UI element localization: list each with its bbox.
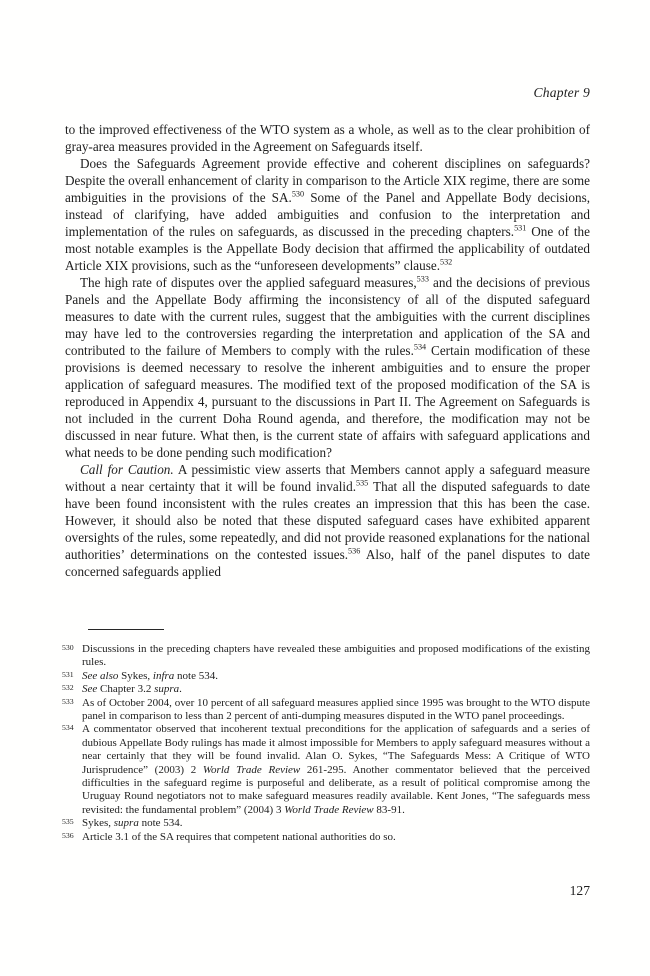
text-run: note 534. — [174, 669, 218, 682]
text-run: Some of the Panel and Appellate Body decisions, instead of clarifying, have added ambiguities and confusion to the interpretation and implementation of the rules on safeguards, as discussed in the preceding chapters. — [65, 190, 591, 239]
body-paragraph — [65, 155, 590, 274]
footnote-number: 533 — [62, 696, 74, 706]
footnote-text — [82, 831, 396, 843]
footnote-text — [82, 643, 590, 668]
footnote — [62, 697, 590, 724]
italic-text: supra — [113, 817, 139, 830]
text-run: A commentator observed that incoherent textual preconditions for the application of safeguards and a series of dubious Appellate Body rulings has made it almost impossible for Members to apply safeguard measures without a near certainly that they will be found invalid. Alan O. Sykes, “The Safeguards Mess: A Critique of WTO Jurisprudence” (2003) 2 — [82, 723, 590, 776]
footnote-number: 531 — [62, 669, 74, 679]
text-run: Sykes, — [82, 817, 114, 830]
footnote-number: 536 — [62, 830, 74, 840]
footnote-text — [82, 817, 183, 829]
text-run: One of the most notable examples is the Appellate Body decision that affirmed the applicability of outdated Article XIX provisions, such as the “unforeseen developments” clause. — [65, 224, 590, 273]
text-run: Does the Safeguards Agreement provide effective and coherent disciplines on safeguards? Despite the overall enhancement of clarity in comparison to the Article XIX regime, there are some ambiguities in the provisions of the SA. — [65, 156, 590, 205]
footnote-number: 530 — [62, 643, 74, 652]
italic-text: World Trade Review — [202, 763, 301, 776]
footnote — [62, 643, 590, 670]
footnote-number: 534 — [62, 723, 74, 733]
text-run: Sykes, — [118, 669, 153, 682]
footnote-text — [82, 723, 590, 815]
text-run: The high rate of disputes over the applied safeguard measures, — [80, 275, 417, 290]
italic-text: supra — [154, 683, 180, 696]
text-run: and the decisions of previous Panels and the Appellate Body affirming the inconsistency of all of the disputed safeguard measures to date with the current rules, suggest that the ambiguities with the current disciplines may have led to the controversies regarding the interpretation and application of the SA and contributed to the failure of Members to comply with the rules. — [65, 275, 590, 358]
footnote — [62, 683, 590, 696]
footnote-ref: 535 — [356, 478, 369, 488]
text-run: Certain modification of these provisions is deemed necessary to resolve the inherent ambiguities and to ensure the proper application of safeguard measures. The modified text of the proposed modification of the SA is reproduced in Appendix 4, pursuant to the discussions in Part II. The Agreement on Safeguards is not included in the current Doha Round agenda, and therefore, the modification may not be discussed in near future. What then, is the current state of affairs with safeguard applications and what needs to be done pending such modification? — [65, 343, 590, 460]
text-run: Article 3.1 of the SA requires that competent national authorities do so. — [82, 830, 396, 843]
footnote-ref: 536 — [348, 546, 361, 556]
page-number: 127 — [569, 883, 590, 898]
text-run: note 534. — [138, 817, 183, 830]
text-run: As of October 2004, over 10 percent of all safeguard measures applied since 1995 was brought to the WTO dispute panel in comparison to less than 2 percent of anti-dumping measures disputed in the WTO panel proceedings. — [82, 696, 590, 723]
italic-text: See also — [82, 669, 119, 682]
footnote-number: 532 — [62, 683, 74, 693]
text-run: Also, half of the panel disputes to date concerned safeguards applied — [65, 547, 591, 579]
body-text — [65, 121, 590, 580]
footnote-ref: 532 — [440, 257, 453, 267]
footnote-ref: 533 — [416, 274, 429, 284]
italic-text: See — [82, 683, 98, 696]
footnote — [62, 723, 590, 817]
chapter-heading: Chapter 9 — [533, 85, 590, 100]
italic-text: World Trade Review — [284, 803, 374, 816]
text-run: That all the disputed safeguards to date have been found inconsistent with the rules creates an impression that this has been the case. However, it should also be noted that these disputed safeguard cases have exhibited apparent oversights of the rules, some repeatedly, and did not provide reasoned explanations for the national authorities’ determinations on the contested issues. — [65, 479, 590, 562]
footnote-text — [82, 683, 182, 695]
body-paragraph — [65, 461, 590, 580]
italic-text: infra — [152, 669, 175, 682]
footnote-number: 535 — [62, 817, 74, 827]
body-paragraph — [65, 121, 590, 155]
footnote — [62, 831, 590, 844]
text-run: A pessimistic view asserts that Members cannot apply a safeguard measure without a near certainty that it will be found invalid. — [65, 462, 591, 494]
footnote — [62, 817, 590, 830]
footnote-text — [82, 670, 218, 682]
italic-text: Call for Caution. — [80, 462, 174, 477]
running-header — [65, 85, 590, 101]
text-run: 261-295. Another commentator believed that the perceived difficulties in the safeguard regime is purposeful and deliberate, as a result of political compromise among the Uruguay Round negotiators not to make safeguard measures readily available. Kent Jones, “The safeguards mess revisited: the fundamental problem” (2004) 3 — [82, 763, 590, 816]
footnote-ref: 530 — [291, 189, 305, 199]
text-run: Discussions in the preceding chapters have revealed these ambiguities and proposed modifications of the existing rules. — [82, 643, 590, 669]
footnote-separator — [88, 629, 164, 630]
text-run: . — [179, 683, 182, 696]
body-paragraph — [65, 274, 590, 461]
text-run: 83-91. — [373, 803, 405, 816]
footnotes-section — [62, 643, 590, 844]
footnote — [62, 670, 590, 683]
text-run: Chapter 3.2 — [97, 683, 155, 696]
footnote-text — [82, 697, 590, 722]
footnote-ref: 534 — [413, 342, 427, 352]
text-run: to the improved effectiveness of the WTO system as a whole, as well as to the clear prohibition of gray-area measures provided in the Agreement on Safeguards itself. — [65, 122, 590, 154]
footnote-ref: 531 — [514, 223, 527, 233]
